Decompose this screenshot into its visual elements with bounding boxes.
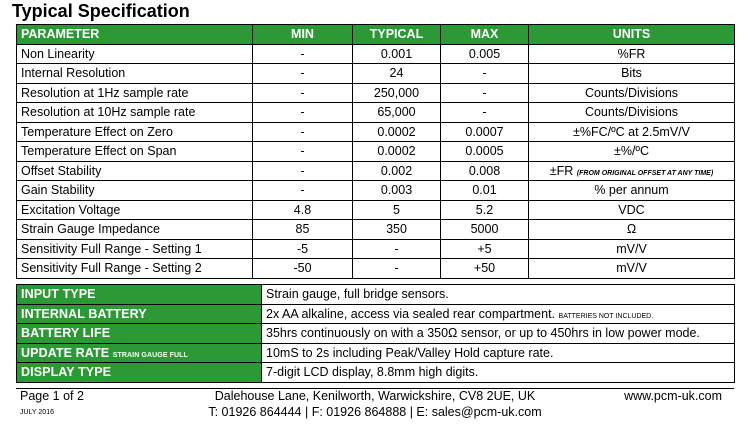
max-value: 0.005 bbox=[468, 46, 501, 61]
units-value: ±%/ºC bbox=[613, 144, 650, 159]
cell-units bbox=[529, 83, 735, 103]
cell-max bbox=[441, 122, 529, 142]
parameter-value: Offset Stability bbox=[21, 163, 102, 178]
table-row bbox=[17, 181, 735, 201]
cell-typical bbox=[353, 181, 441, 201]
page-number: Page 1 of 2 bbox=[20, 389, 84, 403]
max-value: 5.2 bbox=[475, 202, 494, 217]
cell-max bbox=[441, 239, 529, 259]
typical-value: 0.0002 bbox=[377, 144, 416, 159]
update-rate-label-note: STRAIN GAUGE FULL bbox=[112, 351, 188, 359]
table-row bbox=[17, 103, 735, 123]
max-value: 5000 bbox=[470, 222, 499, 237]
cell-parameter bbox=[17, 83, 253, 103]
header-max: MAX bbox=[441, 25, 529, 45]
cell-max bbox=[441, 161, 529, 181]
cell-typical bbox=[353, 103, 441, 123]
min-value: 85 bbox=[295, 222, 310, 237]
internal-battery-cell bbox=[262, 304, 735, 324]
typical-value: - bbox=[394, 261, 399, 276]
cell-parameter bbox=[17, 259, 253, 279]
spec-header-row bbox=[17, 25, 735, 45]
internal-battery-label: INTERNAL BATTERY bbox=[17, 304, 262, 324]
cell-units bbox=[529, 161, 735, 181]
cell-typical bbox=[353, 83, 441, 103]
cell-typical bbox=[353, 239, 441, 259]
cell-min bbox=[253, 200, 353, 220]
cell-max bbox=[441, 220, 529, 240]
table-row bbox=[17, 142, 735, 162]
typical-value: 0.0002 bbox=[377, 124, 416, 139]
update-rate-value: 10mS to 2s including Peak/Valley Hold capture rate. bbox=[262, 343, 735, 363]
max-value: 0.008 bbox=[468, 163, 501, 178]
units-value: mV/V bbox=[616, 261, 647, 276]
min-value: - bbox=[300, 124, 305, 139]
battery-life-value: 35hrs continuously on with a 350Ω sensor, or up to 450hrs in low power mode. bbox=[262, 324, 735, 344]
table-row bbox=[17, 200, 735, 220]
min-value: 4.8 bbox=[293, 202, 312, 217]
cell-max bbox=[441, 83, 529, 103]
cell-max bbox=[441, 44, 529, 64]
typical-value: 0.001 bbox=[380, 46, 413, 61]
min-value: - bbox=[300, 46, 305, 61]
parameter-value: Temperature Effect on Zero bbox=[21, 124, 173, 139]
display-type-label: DISPLAY TYPE bbox=[17, 363, 262, 383]
cell-typical bbox=[353, 64, 441, 84]
cell-max bbox=[441, 181, 529, 201]
cell-max bbox=[441, 103, 529, 123]
parameter-value: Strain Gauge Impedance bbox=[21, 222, 160, 237]
update-rate-label-cell bbox=[17, 343, 262, 363]
cell-parameter bbox=[17, 200, 253, 220]
cell-units bbox=[529, 181, 735, 201]
cell-typical bbox=[353, 122, 441, 142]
cell-parameter bbox=[17, 161, 253, 181]
display-type-value: 7-digit LCD display, 8.8mm high digits. bbox=[262, 363, 735, 383]
company-contact: T: 01926 864444 | F: 01926 864888 | E: sales@pcm-uk.com bbox=[208, 405, 542, 419]
cell-typical bbox=[353, 142, 441, 162]
cell-parameter bbox=[17, 122, 253, 142]
min-value: - bbox=[300, 183, 305, 198]
parameter-value: Non Linearity bbox=[21, 46, 95, 61]
min-value: - bbox=[300, 105, 305, 120]
cell-max bbox=[441, 200, 529, 220]
units-value: mV/V bbox=[616, 241, 647, 256]
min-value: - bbox=[300, 163, 305, 178]
cell-parameter bbox=[17, 239, 253, 259]
cell-units bbox=[529, 200, 735, 220]
typical-value: 0.002 bbox=[380, 163, 413, 178]
max-value: - bbox=[482, 105, 487, 120]
cell-min bbox=[253, 103, 353, 123]
cell-units bbox=[529, 122, 735, 142]
header-parameter: PARAMETER bbox=[17, 25, 253, 45]
table-row bbox=[17, 83, 735, 103]
cell-min bbox=[253, 122, 353, 142]
units-value: ±FR bbox=[549, 163, 574, 178]
company-website[interactable]: www.pcm-uk.com bbox=[624, 389, 722, 403]
parameter-value: Sensitivity Full Range - Setting 2 bbox=[21, 261, 202, 276]
typical-value: 0.003 bbox=[380, 183, 413, 198]
table-row bbox=[17, 220, 735, 240]
table-row bbox=[17, 259, 735, 279]
typical-value: 250,000 bbox=[373, 85, 420, 100]
units-value: Counts/Divisions bbox=[584, 85, 679, 100]
cell-units bbox=[529, 44, 735, 64]
table-row bbox=[17, 64, 735, 84]
info-row-display-type bbox=[17, 363, 735, 383]
info-table bbox=[16, 284, 735, 383]
table-row bbox=[17, 122, 735, 142]
header-typical: TYPICAL bbox=[353, 25, 441, 45]
min-value: - bbox=[300, 85, 305, 100]
units-value: ±%FC/ºC at 2.5mV/V bbox=[572, 124, 690, 139]
parameter-value: Gain Stability bbox=[21, 183, 95, 198]
units-value: Ω bbox=[626, 222, 637, 237]
page-title: Typical Specification bbox=[12, 1, 190, 21]
units-value: % per annum bbox=[594, 183, 669, 198]
cell-max bbox=[441, 259, 529, 279]
min-value: -5 bbox=[296, 241, 309, 256]
update-rate-label: UPDATE RATE bbox=[21, 345, 110, 360]
max-value: 0.01 bbox=[472, 183, 497, 198]
input-type-label: INPUT TYPE bbox=[17, 285, 262, 305]
parameter-value: Resolution at 1Hz sample rate bbox=[21, 85, 189, 100]
units-value: Counts/Divisions bbox=[584, 105, 679, 120]
table-row bbox=[17, 161, 735, 181]
units-value: %FR bbox=[617, 46, 646, 61]
table-row bbox=[17, 44, 735, 64]
cell-units bbox=[529, 239, 735, 259]
cell-max bbox=[441, 142, 529, 162]
input-type-value: Strain gauge, full bridge sensors. bbox=[262, 285, 735, 305]
cell-typical bbox=[353, 259, 441, 279]
info-row-battery-life bbox=[17, 324, 735, 344]
parameter-value: Sensitivity Full Range - Setting 1 bbox=[21, 241, 202, 256]
header-min: MIN bbox=[253, 25, 353, 45]
typical-value: 350 bbox=[386, 222, 407, 237]
cell-min bbox=[253, 239, 353, 259]
parameter-value: Temperature Effect on Span bbox=[21, 144, 177, 159]
company-address: Dalehouse Lane, Kenilworth, Warwickshire, CV8 2UE, UK bbox=[214, 389, 536, 403]
battery-life-label: BATTERY LIFE bbox=[17, 324, 262, 344]
max-value: +50 bbox=[473, 261, 496, 276]
cell-min bbox=[253, 161, 353, 181]
cell-typical bbox=[353, 200, 441, 220]
parameter-value: Excitation Voltage bbox=[21, 202, 121, 217]
cell-min bbox=[253, 83, 353, 103]
cell-parameter bbox=[17, 142, 253, 162]
cell-max bbox=[441, 64, 529, 84]
cell-min bbox=[253, 142, 353, 162]
max-value: 0.0007 bbox=[465, 124, 504, 139]
typical-value: 24 bbox=[389, 66, 404, 81]
cell-parameter bbox=[17, 181, 253, 201]
table-row bbox=[17, 239, 735, 259]
cell-parameter bbox=[17, 103, 253, 123]
info-row-internal-battery bbox=[17, 304, 735, 324]
max-value: +5 bbox=[477, 241, 492, 256]
cell-typical bbox=[353, 44, 441, 64]
typical-value: 65,000 bbox=[377, 105, 416, 120]
max-value: - bbox=[482, 66, 487, 81]
cell-parameter bbox=[17, 64, 253, 84]
min-value: -50 bbox=[293, 261, 312, 276]
cell-min bbox=[253, 259, 353, 279]
cell-units bbox=[529, 64, 735, 84]
cell-parameter bbox=[17, 44, 253, 64]
cell-min bbox=[253, 44, 353, 64]
cell-typical bbox=[353, 161, 441, 181]
typical-value: - bbox=[394, 241, 399, 256]
header-units: UNITS bbox=[529, 25, 735, 45]
cell-units bbox=[529, 103, 735, 123]
cell-units bbox=[529, 142, 735, 162]
min-value: - bbox=[300, 66, 305, 81]
document-date: JULY 2016 bbox=[20, 409, 54, 416]
cell-min bbox=[253, 181, 353, 201]
max-value: 0.0005 bbox=[465, 144, 504, 159]
info-row-update-rate bbox=[17, 343, 735, 363]
info-row-input-type bbox=[17, 285, 735, 305]
cell-parameter bbox=[17, 220, 253, 240]
typical-value: 5 bbox=[393, 202, 400, 217]
cell-units bbox=[529, 220, 735, 240]
parameter-value: Resolution at 10Hz sample rate bbox=[21, 105, 196, 120]
max-value: - bbox=[482, 85, 487, 100]
cell-min bbox=[253, 220, 353, 240]
spec-table bbox=[16, 24, 735, 279]
cell-units bbox=[529, 259, 735, 279]
min-value: - bbox=[300, 144, 305, 159]
units-value: VDC bbox=[618, 202, 645, 217]
units-value: Bits bbox=[621, 66, 642, 81]
batteries-note: BATTERIES NOT INCLUDED. bbox=[558, 312, 654, 320]
cell-min bbox=[253, 64, 353, 84]
cell-typical bbox=[353, 220, 441, 240]
parameter-value: Internal Resolution bbox=[21, 66, 126, 81]
footer bbox=[16, 388, 734, 429]
offset-stability-note: (FROM ORIGINAL OFFSET AT ANY TIME) bbox=[576, 169, 714, 177]
internal-battery-value: 2x AA alkaline, access via sealed rear compartment. bbox=[266, 306, 556, 321]
